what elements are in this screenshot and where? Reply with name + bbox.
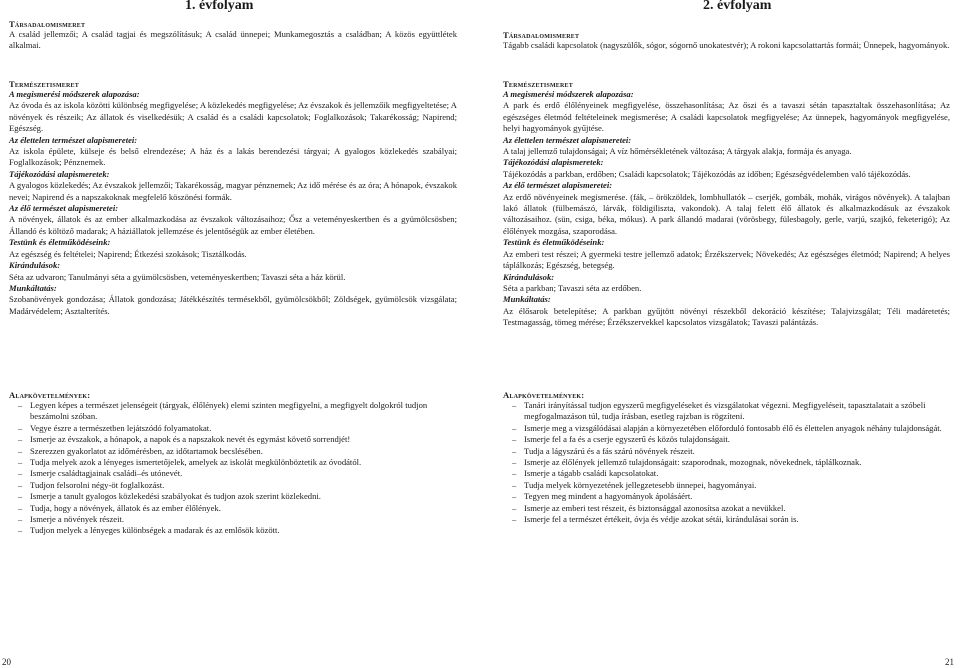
social-text: A család jellemzői; A család tagjai és megszólításuk; A család ünnepei; Munkamegosztás a családban; A közös együttlétek alkalmai. [9,29,457,51]
section-text: Az óvoda és az iskola közötti különbség megfigyelése; A közlekedés megfigyelése; Az évszakok és jellemzőik megfigyeltetése; A növények és részeik; Az állatok és viselkedésük; A család és a családi kapcsolatok; Foglalkozások; Takarékosság; Napirend; Egészség. [9,100,457,134]
list-item: – Ismerje az emberi test részeit, és biztonsággal azonosítsa azokat a nevükkel. [503,503,950,514]
section-title: Munkáltatás: [503,294,551,305]
list-item: – Tudja melyek azok a lényeges ismertetőjelek, amelyek az iskolát megkülönböztetik az óvodától. [9,457,457,468]
section-text: A növények, állatok és az ember alkalmazkodása az évszakok változásaihoz; Ősz a veteményeskertben és a gyümölcsösben; Állandó és költöző madarak; A háziállatok jellemzése és jelentőségük az ember életében. [9,214,457,236]
nature-heading: Természetismeret [503,79,573,89]
section-text: Séta a parkban; Tavaszi séta az erdőben. [503,282,642,293]
section-title: Az élő természet alapismeretei: [503,180,613,191]
list-item: – Legyen képes a természet jelenségeit (tárgyak, élőlények) elemi szinten megfigyelni, a megfigyelt dolgokról tudjon beszámolni szóban. [9,400,457,423]
section-text: A gyalogos közlekedés; Az évszakok jellemzői; Takarékosság, magyar pénznemek; Az idő mérése és az óra; A hónapok, évszakok nevei; Napirend és a napszakoknak megfelelő köszönési formák. [9,180,457,202]
requirements-heading: Alapkövetelmények: [503,390,585,400]
list-item: – Tudja, hogy a növények, állatok és az ember élőlények. [9,503,457,514]
section-text: Szobanövények gondozása; Állatok gondozása; Játékkészítés termésekből, gyümölcsökből; Zöldségek, gyümölcsök vizsgálata; Madárvédelem; Asztalterítés. [9,294,457,316]
list-item: – Ismerje a növények részeit. [9,514,457,525]
social-heading: Társadalomismeret [9,19,86,29]
list-item: – Ismerje meg a vizsgálódásai alapján a környezetében előforduló fontosabb élő és élettelen anyagok néhány tulajdonságát. [503,423,950,434]
section-text: A talaj jellemző tulajdonságai; A víz hőmérsékletének változása; A tárgyak alakja, formája és anyaga. [503,146,852,157]
list-item: – Vegye észre a természetben lejátszódó folyamatokat. [9,423,457,434]
list-item: – Tanári irányítással tudjon egyszerű megfigyeléseket és vizsgálatokat végezni. Megfigyeléseit, tapasztalatait a szóbeli megfogalmazáson túl, tudja írásban, esetleg rajzban is rögzíteni. [503,400,950,423]
list-item: – Tegyen meg mindent a hagyományok ápolásáért. [503,491,950,502]
nature-heading: Természetismeret [9,79,79,89]
list-item: – Tudja a lágyszárú és a fás szárú növények részeit. [503,446,950,457]
section-title: Kirándulások: [503,271,555,282]
section-title: Testünk és életműködéseink: [9,237,111,248]
social-text: Tágabb családi kapcsolatok (nagyszülők, sógor, sógornő unokatestvér); A rokoni kapcsolattartás formái; Ünnepek, hagyományok. [503,40,950,50]
requirements-list [9,400,457,537]
section-title: Az élő természet alapismeretei: [9,203,119,214]
list-item: – Ismerje az élőlények jellemző tulajdonságait: szaporodnak, mozognak, növekednek, táplálkoznak. [503,457,950,468]
list-item: – Tudja melyek környezetének jellegzetesebb ünnepei, hagyományai. [503,480,950,491]
section-text: Az egészség és feltételei; Napirend; Étkezési szokások; Tisztálkodás. [9,248,247,259]
requirements-section [9,390,457,537]
requirements-list [503,400,950,525]
requirements-section [503,390,950,525]
list-item: – Ismerje családtagjainak családi–és utónevét. [9,468,457,479]
list-item: – Ismerje fel a természet értékeit, óvja és védje azokat sétái, kirándulásai során is. [503,514,950,525]
social-heading: Társadalomismeret [503,30,580,40]
list-item: – Ismerje a tágabb családi kapcsolatokat. [503,468,950,479]
list-item: – Tudjon melyek a lényeges különbségek a madarak és az emlősök között. [9,525,457,536]
section-title: Munkáltatás: [9,282,57,293]
nature-section [503,79,950,329]
section-title: Testünk és életműködéseink: [503,237,605,248]
social-section [503,30,950,51]
section-text: A park és erdő élőlényeinek megfigyelése, összehasonlítása; Az őszi és a tavaszi sétán tapasztaltak összehasonlítása; Az egészséges életmód feltételeinek megismerése; A családi kapcsolatok megfigyelése; Az ünnepek, hagyományok megfigyelése, helyi hagyományok gyűjtése. [503,100,950,134]
requirements-heading: Alapkövetelmények: [9,390,91,400]
page-number-left: 20 [2,657,11,667]
grade-title: 1. évfolyam [185,0,254,13]
nature-section [9,79,457,317]
section-text: Az erdő növényeinek megismerése. (fák, – örökzöldek, lombhullatók – cserjék, gombák, mohák, virágos növények). A talajban lakó állatok (fülbemászó, lárvák, földigiliszta, vakondok). A talaj felett élő állatok és alkalmazkodásuk az évszakok változásaihoz. (sün, csiga, béka, mókus). A park állandó madarai (vörösbegy, fülesbagoly, gerle, varjú, szajkó, feketerigó); Az élőlények mozgása, szaporodása. [503,191,950,236]
grade-title: 2. évfolyam [703,0,772,13]
list-item: – Ismerje a tanult gyalogos közlekedési szabályokat és tudjon azok szerint közlekedni. [9,491,457,502]
section-title: A megismerési módszerek alapozása: [9,89,140,99]
section-text: Séta az udvaron; Tanulmányi séta a gyümölcsösben, veteményeskertben; Tavaszi séta a ház körül. [9,271,346,282]
section-title: Tájékozódási alapismeretek: [503,157,604,168]
list-item: – Ismerje fel a fa és a cserje egyszerű és közös tulajdonságait. [503,434,950,445]
section-text: Tájékozódás a parkban, erdőben; Családi kapcsolatok; Tájékozódás az időben; Egészségvédelemben való tájékozódás. [503,168,911,179]
page-number-right: 21 [945,657,954,667]
section-text: Az emberi test részei; A gyermeki testre jellemző adatok; Érzékszervek; Növekedés; Az egészséges életmód; Napirend; A helyes táplálkozás; Egészség, betegség. [503,248,950,271]
list-item: – Szerezzen gyakorlatot az időmérésben, az időtartamok becslésében. [9,446,457,457]
section-title: Kirándulások: [9,260,61,271]
section-text: Az iskola épülete, külseje és belső elrendezése; A ház és a lakás berendezési tárgyai; A gyalogos közlekedés szabályai; Foglalkozások; Pénznemek. [9,146,457,168]
section-title: A megismerési módszerek alapozása: [503,89,634,99]
section-title: Az élettelen természet alapismeretei: [9,134,138,145]
list-item: – Ismerje az évszakok, a hónapok, a napok és a napszakok nevét és egymást követő sorrendjét! [9,434,457,445]
section-text: Az élősarok betelepítése; A parkban gyűjtött növényi részekből dekoráció készítése; Talajvizsgálat; Téli madáretetés; Testmagasság, tömeg mérése; Érzékszervekkel kapcsolatos vizsgálatok; Tavaszi palántázás. [503,305,950,328]
social-section [9,19,457,52]
section-title: Tájékozódási alapismeretek: [9,168,110,179]
section-title: Az élettelen természet alapismeretei: [503,134,632,145]
list-item: – Tudjon felsorolni négy-öt foglalkozást. [9,480,457,491]
